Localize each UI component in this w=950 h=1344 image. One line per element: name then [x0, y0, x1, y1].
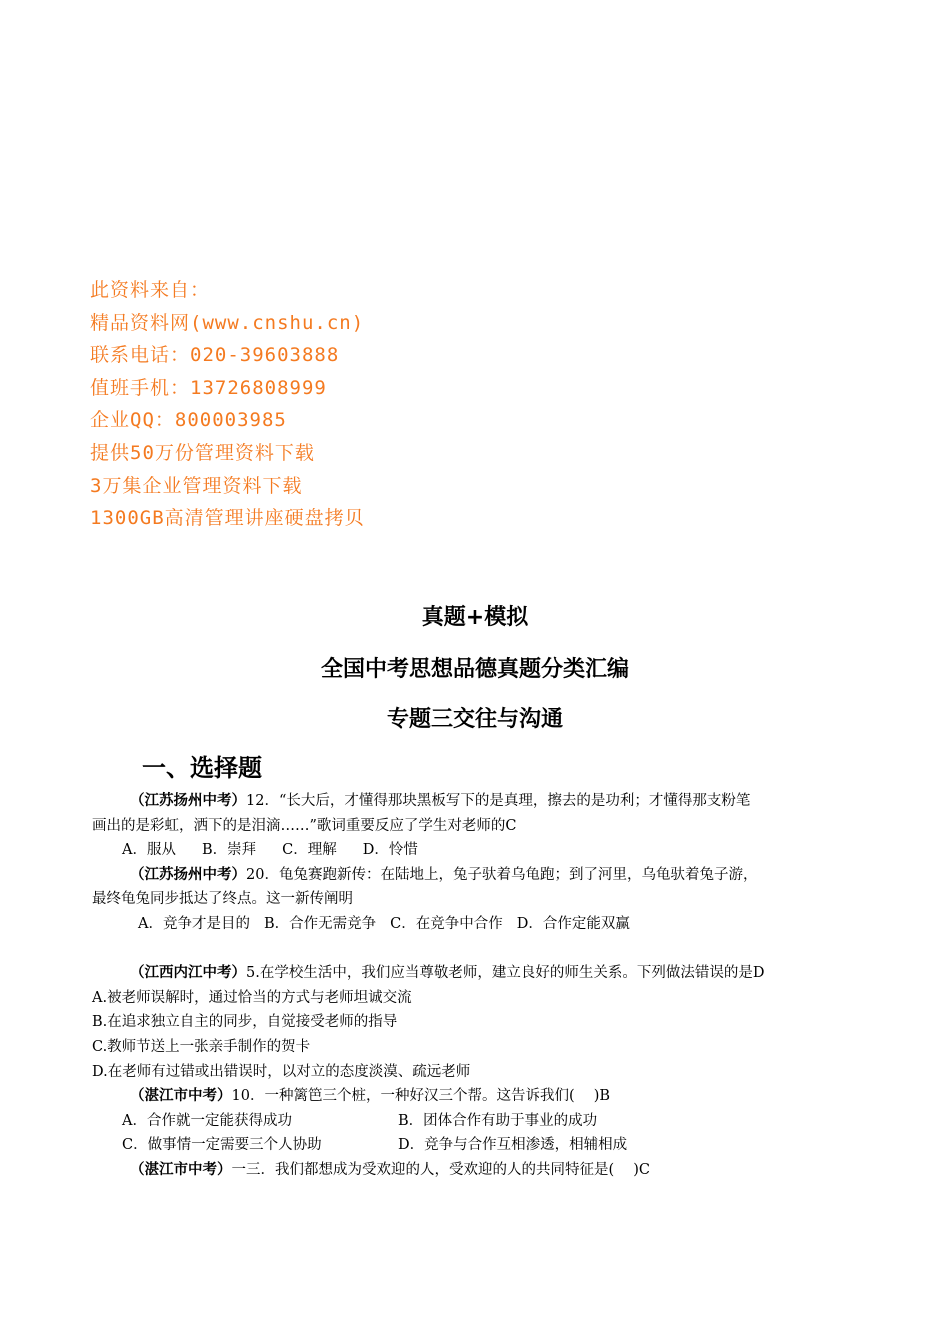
- question-source: （江苏扬州中考）: [130, 793, 246, 809]
- question-item: [92, 789, 862, 863]
- section-heading: 一、选择题: [142, 754, 262, 782]
- option-b: B．崇拜: [201, 842, 257, 859]
- option-b: B.在追求独立自主的同步，自觉接受老师的指导: [92, 1014, 398, 1031]
- source-info-line: 提供50万份管理资料下载: [90, 441, 315, 464]
- option-d: D．怜惜: [362, 842, 418, 859]
- question-stem: 12．“长大后，才懂得那块黑板写下的是真理，擦去的是功利；才懂得那支粉笔: [246, 793, 751, 809]
- question-item: [92, 1158, 862, 1183]
- option-b: B．团体合作有助于事业的成功: [398, 1112, 598, 1129]
- question-source: （湛江市中考）: [130, 1088, 232, 1105]
- document-subtitle: 全国中考思想品德真题分类汇编: [320, 657, 629, 682]
- question-item: [92, 961, 862, 1084]
- question-source: （湛江市中考）: [130, 1161, 232, 1178]
- option-b: B．合作无需竞争: [263, 915, 377, 932]
- question-stem: 一三．我们都想成为受欢迎的人，受欢迎的人的共同特征是( )C: [231, 1161, 651, 1178]
- source-info-website: 精品资料网(www.cnshu.cn): [90, 311, 365, 334]
- source-info-line: 3万集企业管理资料下载: [90, 474, 303, 497]
- spacer: [92, 937, 862, 962]
- option-row: [92, 1133, 862, 1158]
- question-source: （江西内江中考）: [130, 965, 246, 982]
- option-row: [92, 838, 862, 863]
- option-c: C．理解: [282, 842, 337, 859]
- question-list: [92, 789, 862, 1183]
- question-stem-continued: 画出的是彩虹，洒下的是泪滴……”歌词重要反应了学生对老师的C: [92, 817, 517, 834]
- question-source: （江苏扬州中考）: [130, 866, 246, 883]
- option-row: [92, 1109, 862, 1134]
- question-stem: 10．一种篱笆三个桩，一种好汉三个帮。这告诉我们( )B: [231, 1088, 611, 1105]
- option-a: A.被老师误解时，通过恰当的方式与老师坦诚交流: [92, 989, 412, 1006]
- option-c: C．在竞争中合作: [390, 915, 503, 932]
- option-d: D．竞争与合作互相渗透，相辅相成: [398, 1137, 628, 1154]
- option-row: [92, 912, 862, 937]
- option-d: D．合作定能双赢: [516, 915, 630, 932]
- source-info-block: [90, 274, 365, 535]
- question-stem-continued: 最终龟兔同步抵达了终点。这一新传阐明: [92, 891, 353, 908]
- option-a: A．服从: [122, 842, 176, 859]
- source-info-mobile: 值班手机：13726808999: [90, 376, 327, 399]
- option-d: D.在老师有过错或出错误时，以对立的态度淡漠、疏远老师: [92, 1063, 471, 1080]
- option-a: A．合作就一定能获得成功: [122, 1112, 292, 1129]
- option-c: C.教师节送上一张亲手制作的贺卡: [92, 1038, 311, 1055]
- topic-title: 专题三交往与沟通: [386, 707, 563, 732]
- option-a: A．竞争才是目的: [138, 915, 250, 932]
- source-info-line: 1300GB高清管理讲座硬盘拷贝: [90, 507, 365, 530]
- source-info-phone: 联系电话：020-39603888: [90, 344, 340, 367]
- question-item: [92, 863, 862, 937]
- document-title: 真题+模拟: [421, 605, 529, 630]
- option-c: C．做事情一定需要三个人协助: [122, 1137, 322, 1154]
- question-stem: 5.在学校生活中，我们应当尊敬老师，建立良好的师生关系。下列做法错误的是D: [246, 965, 765, 982]
- question-item: [92, 1084, 862, 1158]
- question-stem: 20．龟兔赛跑新传：在陆地上，兔子驮着乌龟跑；到了河里，乌龟驮着兔子游，: [246, 866, 758, 883]
- source-info-qq: 企业QQ：800003985: [90, 409, 287, 432]
- source-info-line: 此资料来自：: [90, 279, 211, 301]
